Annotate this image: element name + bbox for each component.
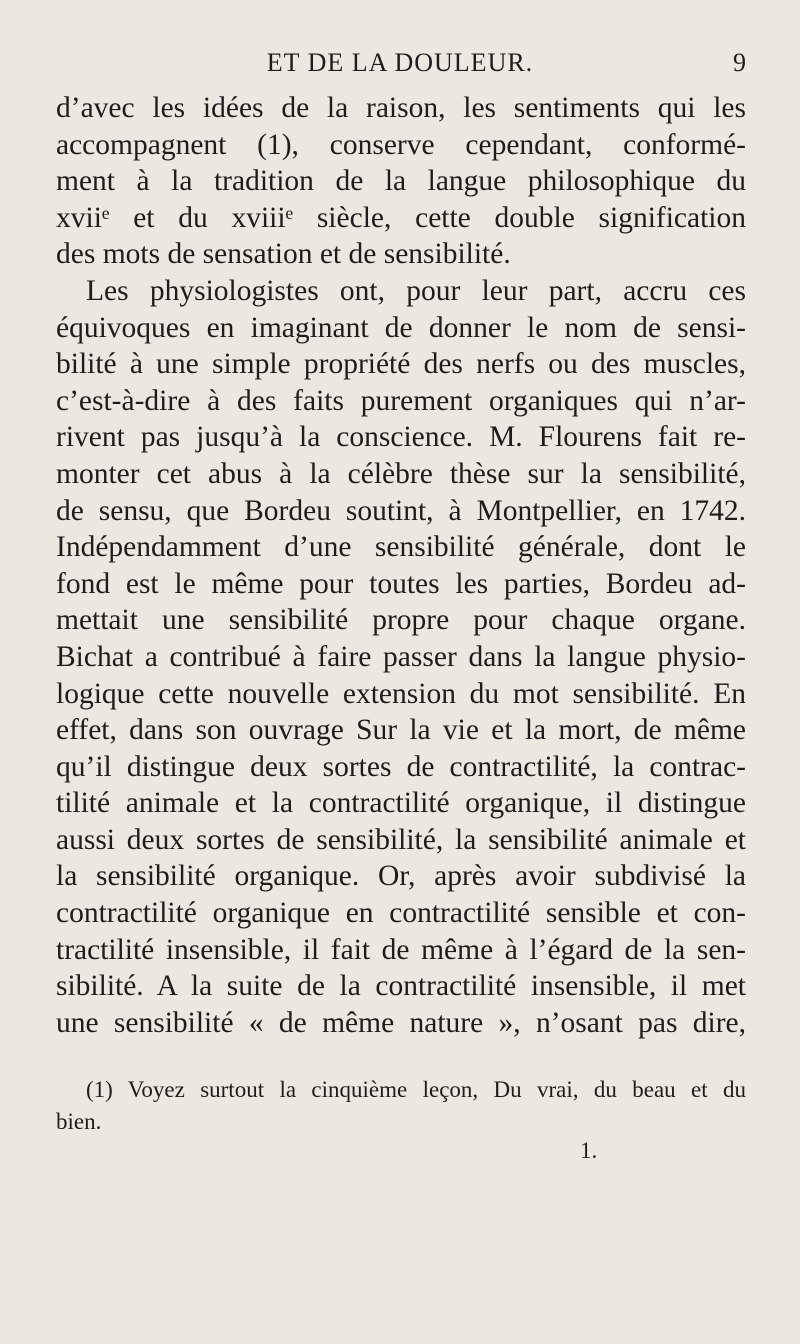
page-number: 9: [733, 48, 746, 77]
text-line: mettait une sensibilité propre pour chaque organe.: [56, 604, 746, 637]
running-title: ET DE LA DOULEUR.: [266, 48, 534, 77]
footnotes: [56, 1074, 746, 1138]
text-line: fond est le même pour toutes les parties, Bordeu ad-: [56, 567, 746, 600]
text-line: une sensibilité « de même nature », n’osant pas dire,: [56, 1006, 746, 1039]
text-line: d’avec les idées de la raison, les sentiments qui les: [56, 92, 746, 124]
text-line: la sensibilité organique. Or, après avoir subdivisé la: [56, 860, 746, 893]
footnote-line: (1) Voyez surtout la cinquième leçon, Du vrai, du beau et du: [86, 1077, 746, 1102]
running-head: [0, 44, 800, 84]
text-line: contractilité organique en contractilité sensible et con-: [56, 897, 746, 930]
text-line: ment à la tradition de la langue philosophique du: [56, 165, 746, 198]
text-line: rivent pas jusqu’à la conscience. M. Flourens fait re-: [56, 421, 746, 454]
text-line: de sensu, que Bordeu soutint, à Montpellier, en 1742.: [56, 494, 746, 527]
text-line: tilité animale et la contractilité organique, il distingue: [56, 787, 746, 820]
text-line: Indépendamment d’une sensibilité générale, dont le: [56, 531, 746, 564]
text-line: équivoques en imaginant de donner le nom de sensi-: [56, 311, 746, 344]
text-line: Les physiologistes ont, pour leur part, accru ces: [86, 274, 746, 307]
text-line: tractilité insensible, il fait de même à l’égard de la sen-: [56, 933, 746, 966]
text-line: qu’il distingue deux sortes de contractilité, la contrac-: [56, 750, 746, 783]
text-line: effet, dans son ouvrage Sur la vie et la mort, de même: [56, 714, 746, 747]
text-line: c’est-à-dire à des faits purement organiques qui n’ar-: [56, 384, 746, 417]
text-line: Bichat a contribué à faire passer dans la langue physio-: [56, 640, 746, 673]
text-line: accompagnent (1), conserve cependant, conformé-: [56, 128, 746, 161]
text-line: des mots de sensation et de sensibilité.: [56, 238, 511, 271]
signature-mark: 1.: [580, 1138, 598, 1163]
text-line: aussi deux sortes de sensibilité, la sensibilité animale et: [56, 823, 746, 856]
text-line: monter cet abus à la célèbre thèse sur la sensibilité,: [56, 457, 746, 490]
text-line: bilité à une simple propriété des nerfs ou des muscles,: [56, 348, 746, 381]
text-line: logique cette nouvelle extension du mot sensibilité. En: [56, 677, 746, 710]
text-line: sibilité. A la suite de la contractilité insensible, il met: [56, 970, 746, 1003]
text-line: xviiᵉ et du xviiiᵉ siècle, cette double signification: [56, 201, 746, 234]
footnote-line: bien.: [56, 1109, 102, 1134]
body-text: [56, 90, 746, 1041]
